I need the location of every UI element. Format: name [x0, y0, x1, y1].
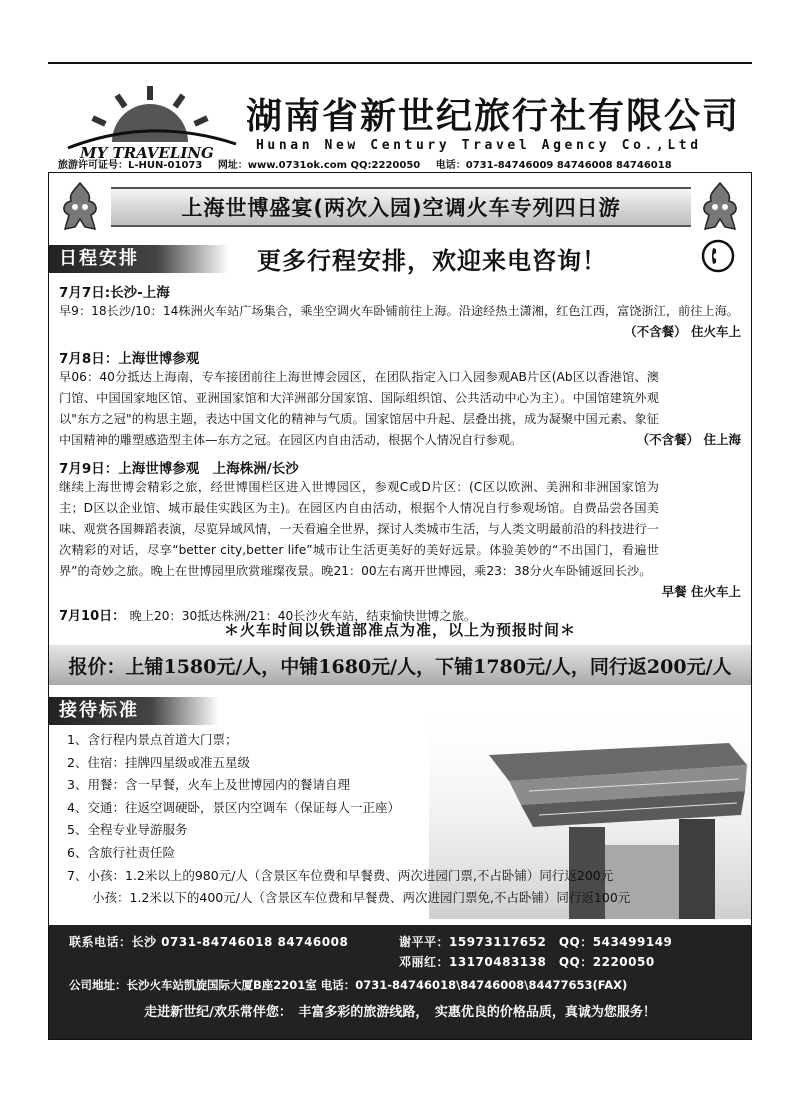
list-item: 1、含行程内景点首道大门票；	[67, 732, 238, 747]
list-item: 4、交通：往返空调硬卧，景区内空调车（保证每人一正座）	[67, 799, 400, 815]
standard-section-label: 接待标准	[49, 697, 219, 725]
website-link[interactable]: 网址：www.0731ok.com QQ:2220050	[217, 160, 421, 171]
company-name-en: Hunan New Century Travel Agency Co.,Ltd	[256, 138, 702, 153]
day-description: 早06：40分抵达上海南，专车接团前往上海世博会园区，在团队指定入口入园参观AB片区(Ab区以香港馆、澳门馆、中国国家地区馆、亚洲国家馆和大洋洲部分国家馆、国际组织馆、公共活动中心为主）。中国馆建筑外观以"东方之冠"的构思主题，表达中国文化的精神与气质。国家馆居中升起、层叠出挑，成为凝聚中国元素、象征中国精神的雕塑感造型主体—东方之冠。在园区内自由活动，根据个人情况自行参观。	[59, 370, 659, 447]
price-text: 报价：上铺1580元/人，中铺1680元/人，下铺1780元/人，同行返200元/人	[68, 655, 732, 678]
phone-icon	[701, 239, 735, 273]
day-description: 晚上20：30抵达株洲/21：40长沙火车站，结束愉快世博之旅。	[129, 609, 477, 623]
day-note: 早餐 住火车上	[661, 584, 741, 599]
day-note: （不含餐） 住火车上	[624, 324, 741, 339]
day-heading: 7月8日：上海世博参观	[59, 351, 200, 367]
list-item: 5、全程专业导游服务	[67, 822, 188, 838]
brochure-page	[48, 62, 752, 1040]
haibao-mascot-icon	[695, 181, 745, 233]
day-heading: 7月9日：上海世博参观 上海株洲/长沙	[59, 461, 299, 477]
train-time-notice: ＊火车时间以铁道部准点为准，以上为预报时间＊	[223, 621, 576, 639]
header-phone: 电话：0731-84746009 84746008 84746018	[435, 160, 672, 171]
title-row	[49, 173, 751, 233]
list-item: 7、小孩：1.2米以上的980元/人（含景区车位费和早餐费、两次进园门票,不占卧铺）同行返200元	[67, 867, 614, 883]
day-heading: 7月7日:长沙-上海	[59, 285, 170, 301]
promo-headline: 更多行程安排，欢迎来电咨询！	[257, 246, 607, 275]
company-name-cn: 湖南省新世纪旅行社有限公司	[246, 95, 741, 137]
list-item: 6、含旅行社责任险	[67, 844, 175, 860]
contact-footer	[49, 925, 751, 1039]
day-description: 早9：18长沙/10：14株洲火车站广场集合，乘坐空调火车卧铺前往上海。沿途经热土潇湘，红色江西，富饶浙江，前往上海。	[59, 304, 739, 318]
contact-person: 谢平平：15973117652 QQ：543499149	[399, 935, 673, 949]
day-heading-label: 7月10日：	[59, 609, 126, 624]
contact-info-line	[58, 156, 684, 171]
contact-phone: 联系电话：长沙 0731-84746018 84746008	[69, 935, 349, 949]
logo-text: MY TRAVELING	[80, 144, 214, 162]
footer-slogan: 走进新世纪/欢乐常伴您： 丰富多彩的旅游线路， 实惠优良的价格品质，真诚为您服务！	[144, 1005, 656, 1020]
top-rule	[48, 62, 752, 64]
day-note: （不含餐） 住上海	[636, 432, 741, 447]
day-description: 继续上海世博会精彩之旅，经世博围栏区进入世博园区，参观C或D片区：(C区以欧洲、美洲和非洲国家馆为主；D区以企业馆、城市最佳实践区为主)。在园区内自由活动，根据个人情况自行参观场馆。自费品尝各国美味、观赏各国舞蹈表演，尽览异域风情，一天看遍全世界，探讨人类城市生活，与人类文明最前沿的科技进行一次精彩的对话，尽享“better city,better life”城市让生活更美好的美好远景。体验美妙的“不出国门，看遍世界”的奇妙之旅。晚上在世博园里欣赏璀璨夜景。晚21：00左右离开世博园，乘23：38分火车卧铺返回长沙。	[59, 480, 659, 578]
price-banner	[49, 645, 751, 685]
contact-person: 邓丽红：13170483138 QQ：2220050	[399, 955, 655, 969]
license-number: 旅游许可证号：L-HUN-01073	[58, 160, 203, 171]
list-item: 2、住宿：挂牌四星级或准五星级	[67, 754, 250, 770]
list-item: 3、用餐：含一早餐，火车上及世博园内的餐请自理	[67, 777, 350, 793]
company-address: 公司地址：长沙火车站凯旋国际大厦B座2201室 电话：0731-84746018\84746008\84477653(FAX)	[69, 978, 628, 992]
service-standard-list	[67, 729, 630, 910]
tour-content-frame	[48, 172, 752, 1040]
list-item: 小孩：1.2米以下的400元/人（含景区车位费和早餐费、两次进园门票免,不占卧铺）同行返100元	[67, 890, 631, 906]
schedule-section-label: 日程安排	[49, 245, 229, 273]
tour-title: 上海世博盛宴(两次入园)空调火车专列四日游	[181, 196, 621, 220]
sun-logo-icon	[58, 86, 243, 164]
tour-title-banner	[111, 187, 691, 227]
haibao-mascot-icon	[55, 181, 105, 233]
